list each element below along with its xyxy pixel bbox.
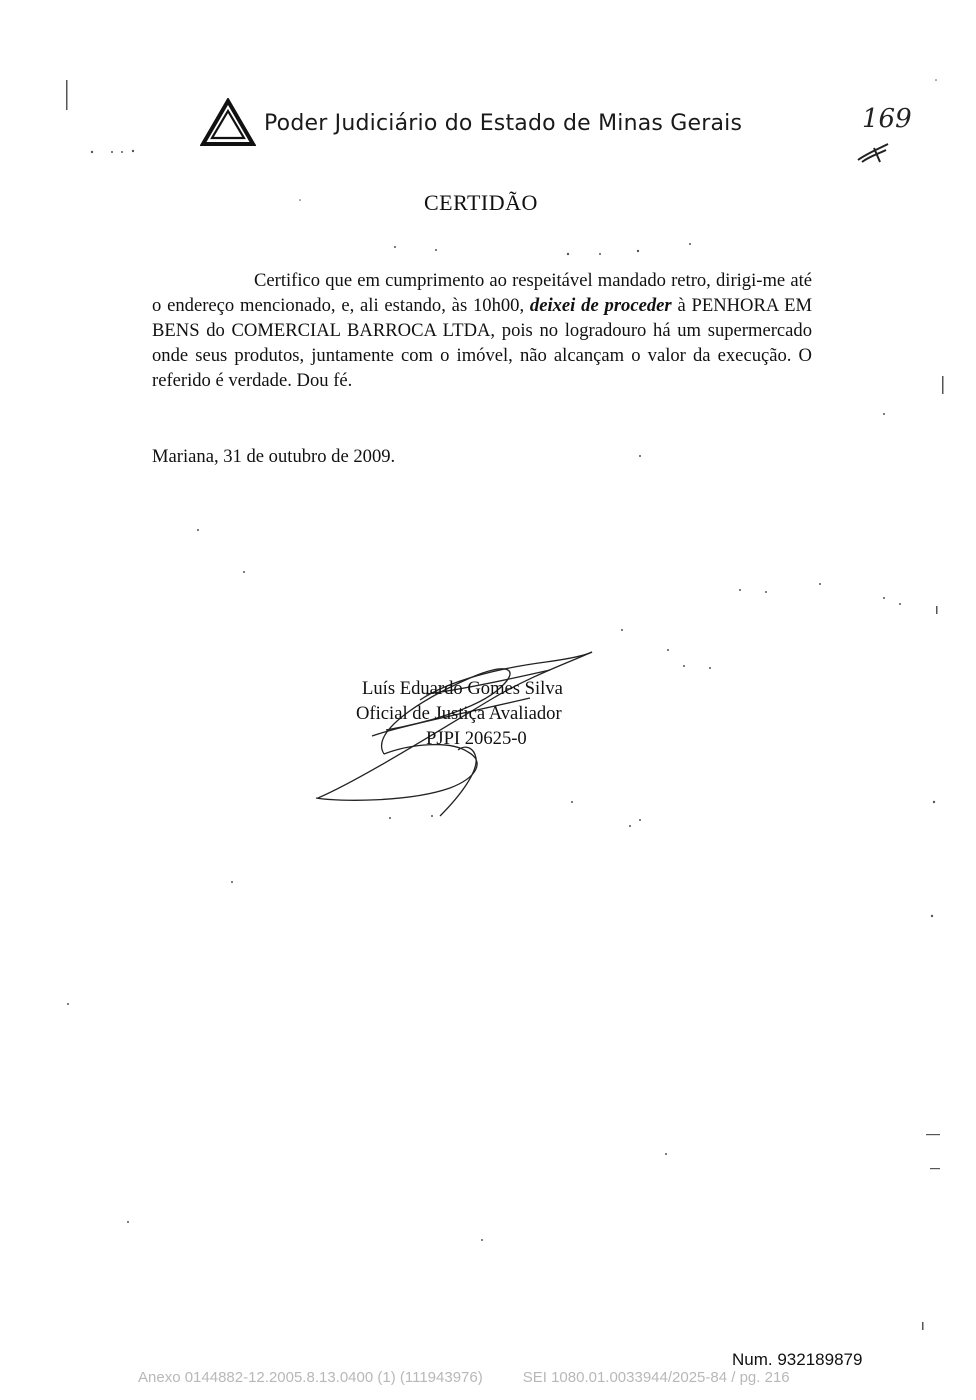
triangle-emblem-icon [200, 98, 256, 148]
place-date: Mariana, 31 de outubro de 2009. [152, 446, 396, 467]
court-name: Poder Judiciário do Estado de Minas Gerais [264, 110, 743, 136]
document-title: CERTIDÃO [424, 190, 538, 215]
signatory-id: PJPI 20625-0 [426, 728, 527, 749]
signatory-role: Oficial de Justiça Avaliador [356, 703, 562, 724]
sei-reference: SEI 1080.01.0033944/2025-84 / pg. 216 [522, 1369, 790, 1386]
initials-mark [856, 140, 892, 166]
court-header [200, 98, 742, 148]
signatory-name: Luís Eduardo Gomes Silva [362, 678, 563, 699]
footer-reference [138, 1369, 790, 1386]
document-number: Num. 932189879 [732, 1350, 863, 1369]
certificate-paragraph: Certifico que em cumprimento ao respeitável mandado retro, dirigi-me até o endereço mencionado, e, ali estando, às 10h00, deixei de proceder à PENHORA EM BENS do COMERCIAL BARROCA LTDA, pois no logradouro há um supermercado onde seus produtos, juntamente com o imóvel, não alcançam o valor da execução. O referido é verdade. Dou fé. [152, 270, 812, 391]
certificate-body [152, 268, 812, 393]
annex-reference: Anexo 0144882-12.2005.8.13.0400 (1) (111943976) [138, 1369, 483, 1386]
emphasis-text: deixei de proceder [529, 295, 672, 316]
signature-block [356, 676, 563, 751]
page-number: 169 [862, 104, 912, 134]
